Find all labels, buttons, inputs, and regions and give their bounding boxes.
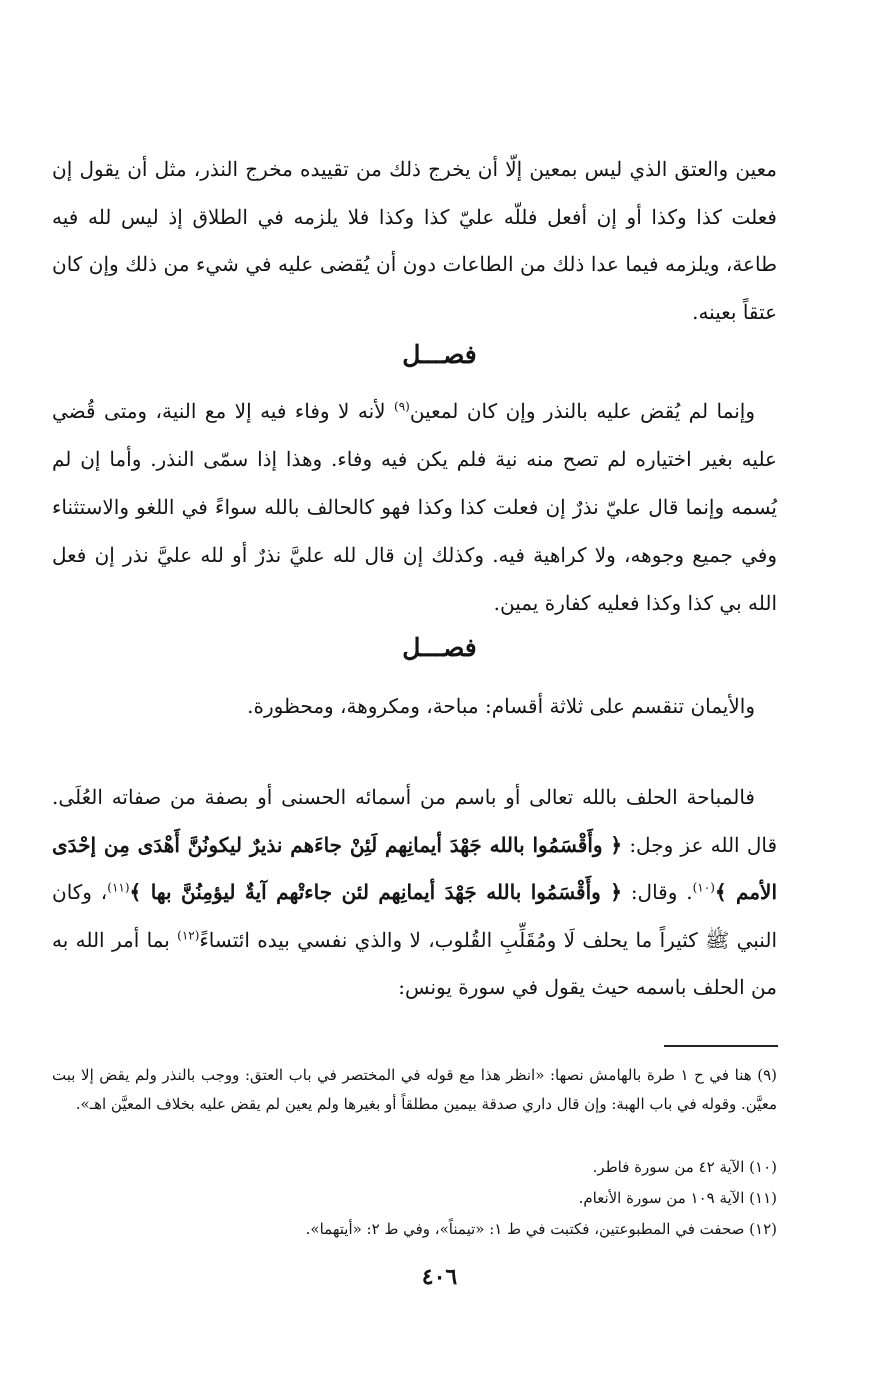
page-number: ٤٠٦ xyxy=(421,1264,458,1290)
paragraph-aqsam xyxy=(52,683,777,731)
quran-quote-fatir: ﴿ وأَقْسَمُوا بالله جَهْدَ أيمانِهم لَئِنْ جاءَهم نذيرٌ ليكونُنَّ أَهْدَى مِن إحْدَى الأمم ﴾ xyxy=(52,832,778,904)
paragraph-mubaha-text-d: بما أمر الله به من الحلف باسمه حيث يقول في سورة يونس: xyxy=(52,927,777,999)
paragraph-aqsam-text: والأيمان تنقسم على ثلاثة أقسام: مباحة، ومكروهة، ومحظورة. xyxy=(247,694,755,718)
section-heading-fasl-2: فصـــل xyxy=(402,633,477,662)
footnote-11: (١١) الآية ١٠٩ من سورة الأنعام. xyxy=(578,1189,777,1207)
paragraph-mubaha xyxy=(52,774,777,1012)
section-heading-fasl-1: فصـــل xyxy=(402,340,477,369)
footnote-separator xyxy=(664,1045,778,1047)
footnote-ref-9: (٩) xyxy=(394,399,410,414)
paragraph-mubaha-text-a: فالمباحة الحلف بالله تعالى أو باسم من أسمائه الحسنى أو بصفة من صفاته العُلَى. قال الله عز وجل: xyxy=(52,785,778,857)
footnote-ref-11: (١١) xyxy=(107,880,130,895)
paragraph-continuation: معين والعتق الذي ليس بمعين إلّا أن يخرج ذلك من تقييده مخرج النذر، مثل أن يقول إن فعلت كذا وكذا أو إن أفعل فللّه عليّ كذا وكذا فلا يلزمه في الطلاق إذ ليس لله فيه طاعة، ويلزمه فيما عدا ذلك من الطاعات دون أن يُقضى عليه في شيء من ذلك وإن كان عتقاً بعينه. xyxy=(52,157,777,324)
paragraph-mubaha-text-c: ، وكان النبي ﷺ كثيراً ما يحلف لَا ومُقَلِّبِ القُلوب، لا والذي نفسي بيده ائتساءً xyxy=(52,880,777,952)
quran-quote-anam: ﴿ وأَقْسَمُوا بالله جَهْدَ أيمانِهم لئن جاءتْهم آيةٌ ليؤمِنُنَّ بها ﴾ xyxy=(129,880,622,904)
footnote-12: (١٢) صحفت في المطبوعتين، فكتبت في ط ١: «تيمناً»، وفي ط ٢: «أيتهما». xyxy=(305,1220,777,1238)
footnote-ref-12: (١٢) xyxy=(177,927,200,942)
paragraph-nadhr-text-a: وإنما لم يُقض عليه بالنذر وإن كان لمعين xyxy=(409,399,755,423)
paragraph-nadhr-text-b: لأنه لا وفاء فيه إلا مع النية، ومتى قُضي عليه بغير اختياره لم تصح منه نية فلم يكن فيه وفاء. وهذا إذا سمّى النذر. وأما إن لم يُسمه وإنما قال عليّ نذرٌ إن فعلت كذا وكذا فهو كالحالف بالله سواءً في اللغو والاستثناء وفي جميع وجوهه، ولا كراهية فيه. وكذلك إن قال لله عليَّ نذرٌ أو لله عليَّ نذر إن فعل الله بي كذا وكذا فعليه كفارة يمين. xyxy=(52,399,777,615)
footnote-9: (٩) هنا في ح ١ طرة بالهامش نصها: «انظر هذا مع قوله في المختصر في باب العتق: ووجب بالنذر ولم يقض إلا ببت معيَّن. وقوله في باب الهبة: وإن قال داري صدقة بيمين مطلقاً أو بغيرها ولم يعين لم يقض عليه بخلاف المعيَّن اهـ». xyxy=(52,1066,777,1113)
footnote-10: (١٠) الآية ٤٢ من سورة فاطر. xyxy=(592,1158,777,1176)
paragraph-nadhr xyxy=(52,387,777,627)
footnote-ref-10: (١٠) xyxy=(692,880,715,895)
paragraph-mubaha-text-b: . وقال: xyxy=(621,880,693,904)
